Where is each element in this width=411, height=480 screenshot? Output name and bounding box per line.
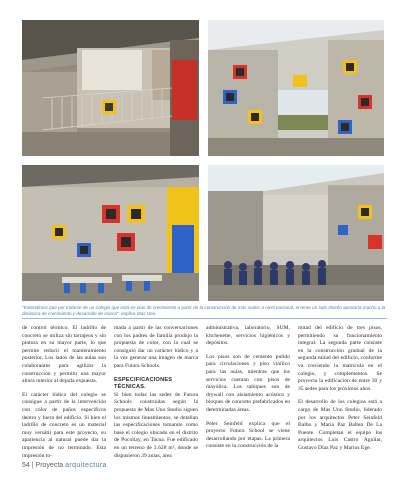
photo-atrium-students bbox=[208, 165, 384, 301]
paragraph: de control térmico. El ladrillo de concreto se utiliza sin tarrajeos y sin pintura en su mayor parte, lo que permite reducir el mantenimiento posterior. Los lados de las aulas son colaborantes para agilizar la construcción y permitir una mayor altura interior al dejarla expuesta. bbox=[22, 325, 106, 385]
page-footer bbox=[22, 462, 107, 469]
page-number: 54 bbox=[22, 462, 30, 469]
photo-courtyard-railings bbox=[22, 20, 199, 156]
paragraph: mada a partir de las conversaciones con los padres de familia produjo la propuesta de color, con la cual se consiguió dar un carácter lúdico y a la vez generar una imagen de marca para Futura Schools. bbox=[114, 325, 198, 369]
paragraph: Si bien todas las sedes de Futura Schools construidas según la propuesta de Mas Uno Studio siguen los mismos lineamientos, se detallan las especificaciones tomando como base el colegio ubicado en el distrito de Pocollay, en Tacna. Fue edificado en un terreno de 3.628 m², donde se dispusieron 29 aulas, área bbox=[114, 391, 198, 459]
section-name: arquitectura bbox=[65, 462, 107, 469]
text-column-3 bbox=[206, 325, 290, 457]
text-column-1 bbox=[22, 325, 106, 466]
photo-interior-hall-chairs bbox=[22, 165, 199, 301]
caption-divider bbox=[22, 318, 387, 319]
magazine-name: Proyecta bbox=[35, 462, 64, 469]
paragraph: El carácter lúdico del colegio se consigue a partir de la intervención con color de paños específicos dentro y fuera del edificio. Si bien el ladrillo de concreto es un material muy versátil para este proyecto, su apariencia al natural puede dar la impresión de no terminado. Esta impresión to- bbox=[22, 391, 106, 459]
paragraph: administrativa, laboratorio, SUM, kitchenette, servicios higiénicos y depósitos. bbox=[206, 325, 290, 347]
footer-separator: | bbox=[31, 462, 34, 469]
paragraph: El desarrollo de los colegios está a cargo de Mas Uno Studio, liderado por los arquitectos Peter Seinfeld Balbo y María Paz Ballen De La Puente. Completan el equipo los arquitectos Luis Castro Aguilar, Gustavo Díaz Paz y Marius Ege. bbox=[298, 399, 382, 451]
section-heading: ESPECIFICACIONES TÉCNICAS. bbox=[114, 376, 173, 391]
photo-caption: "Entendimos que por tratarse de un colegio que está en vías de crecimiento a partir de la construcción de más sedes a nivel nacional, el tener un solo diseño aportaría mucho a la dinámica de crecimiento y desarrollo de marca", explica Mas Uno. bbox=[22, 305, 386, 316]
paragraph: Peter Seinfeld explica que el proyecto Futura School se viene desarrollando por etapas. La primera consiste en la construcción de la bbox=[206, 420, 290, 450]
text-column-4 bbox=[298, 325, 382, 459]
paragraph: Los pisos son de cemento pulido para circulaciones y piso vinílico para las aulas, mientras que los servicios cuentan con pisos de mayólica. Los tabiques son de drywall con aislamiento acústico y bloques de concreto prefabricados en determinadas áreas. bbox=[206, 353, 290, 413]
text-column-2 bbox=[114, 325, 198, 466]
paragraph: mitad del edificio de tres pisos, permitiendo su funcionamiento integral. La segunda parte consiste en la construcción gradual de la segunda mitad del edificio, conforme va creciendo la matrícula en el colegio, y complementos. Se proyecta la edificación de entre 30 y 35 sedes para los próximos años. bbox=[298, 325, 382, 392]
photo-colored-windows-facade bbox=[208, 20, 384, 156]
